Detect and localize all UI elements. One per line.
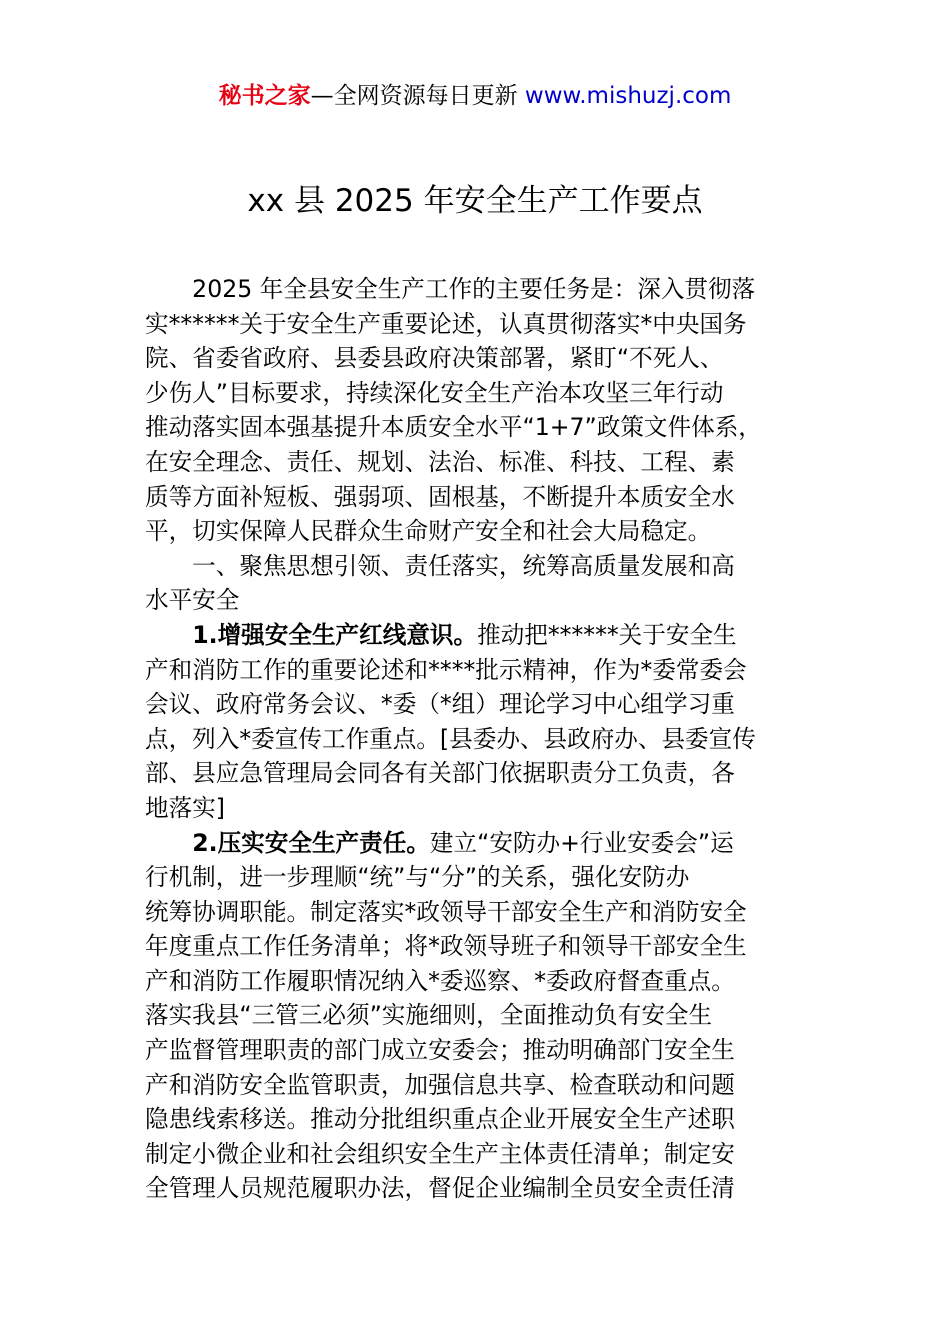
body-line: 点，列入*委宣传工作重点。[县委办、县政府办、县委宣传: [145, 724, 756, 753]
body-line: 统筹协调职能。制定落实*政领导干部安全生产和消防安全: [145, 897, 747, 926]
body-line: 质等方面补短板、强弱项、固根基，不断提升本质安全水: [145, 482, 735, 511]
site-header: [0, 80, 950, 112]
item1-text: 推动把******关于安全生: [477, 620, 737, 649]
body-line: 部、县应急管理局会同各有关部门依据职责分工负责，各: [145, 759, 735, 788]
body-line: 平，切实保障人民群众生命财产安全和社会大局稳定。: [145, 517, 712, 546]
body-line: 隐患线索移送。推动分批组织重点企业开展安全生产述职: [145, 1105, 735, 1134]
body-line: 行机制，进一步理顺“统”与“分”的关系，强化安防办: [145, 863, 690, 892]
item2-heading: 2.压实安全生产责任。: [192, 828, 430, 857]
body-line: 产和消防工作的重要论述和****批示精神，作为*委常委会: [145, 655, 747, 684]
body-line: 地落实]: [145, 793, 225, 822]
site-brand: 秘书之家: [218, 83, 311, 109]
body-line: 在安全理念、责任、规划、法治、标准、科技、工程、素: [145, 447, 735, 476]
item1-first-line: [145, 618, 815, 653]
body-line: 产和消防安全监管职责，加强信息共享、检查联动和问题: [145, 1070, 735, 1099]
item2-first-line: [145, 826, 815, 861]
body-line: 推动落实固本强基提升本质安全水平“1+7”政策文件体系，: [145, 413, 762, 442]
body-line: 全管理人员规范履职办法，督促企业编制全员安全责任清: [145, 1174, 735, 1203]
body-line: 制定小微企业和社会组织安全生产主体责任清单；制定安: [145, 1139, 735, 1168]
body-line: 年度重点工作任务清单；将*政领导班子和领导干部安全生: [145, 932, 747, 961]
section-heading-line: 水平安全: [145, 586, 240, 615]
body-line: 产监督管理职责的部门成立安委会；推动明确部门安全生: [145, 1036, 735, 1065]
document-title: xx 县 2025 年安全生产工作要点: [247, 183, 703, 219]
section-heading-line: 一、聚焦思想引领、责任落实，统筹高质量发展和高: [145, 551, 735, 580]
site-url-link[interactable]: www.mishuzj.com: [524, 83, 732, 109]
site-tagline: —全网资源每日更新: [310, 83, 525, 109]
item1-heading: 1.增强安全生产红线意识。: [192, 620, 478, 649]
item2-text: 建立“安防办+行业安委会”运: [429, 828, 734, 857]
body-line: 少伤人”目标要求，持续深化安全生产治本攻坚三年行动: [145, 378, 724, 407]
document-body: [145, 272, 815, 1206]
body-line: 院、省委省政府、县委县政府决策部署，紧盯“不死人、: [145, 344, 724, 373]
body-line: 落实我县“三管三必须”实施细则，全面推动负有安全生: [145, 1001, 713, 1030]
body-line: 会议、政府常务会议、*委（*组）理论学习中心组学习重: [145, 690, 735, 719]
body-line: 2025 年全县安全生产工作的主要任务是：深入贯彻落: [145, 275, 756, 303]
body-line: 实******关于安全生产重要论述，认真贯彻落实*中央国务: [145, 309, 747, 338]
body-line: 产和消防工作履职情况纳入*委巡察、*委政府督查重点。: [145, 966, 735, 995]
